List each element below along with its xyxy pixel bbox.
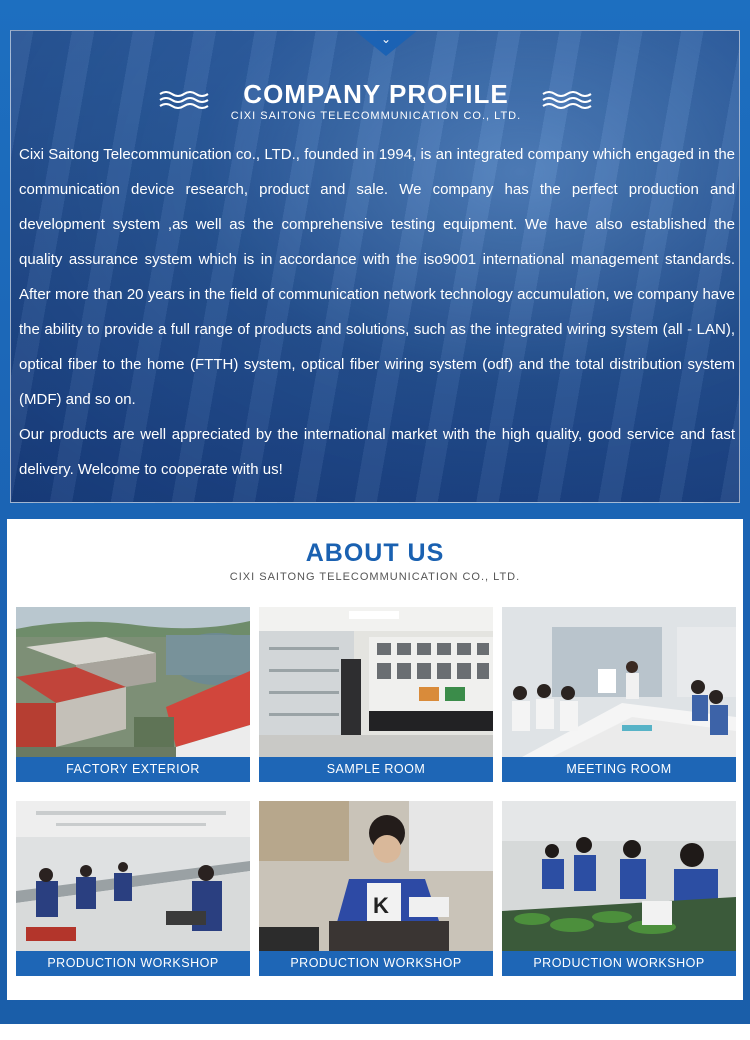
gallery-caption: PRODUCTION WORKSHOP xyxy=(16,951,250,976)
gallery-card-meeting-room xyxy=(502,607,736,782)
gallery-caption: MEETING ROOM xyxy=(502,757,736,782)
company-profile-subtitle: CIXI SAITONG TELECOMMUNICATION CO., LTD. xyxy=(230,110,522,122)
gallery-card-sample-room xyxy=(259,607,493,782)
gallery-card-factory-exterior xyxy=(16,607,250,782)
company-profile-panel xyxy=(10,30,740,503)
svg-text:K: K xyxy=(373,893,389,918)
chevron-down-icon: ⌄ xyxy=(380,32,392,46)
gallery-caption: FACTORY EXTERIOR xyxy=(16,757,250,782)
gallery-card-production-workshop xyxy=(259,801,493,976)
production-workshop-photo xyxy=(259,801,493,951)
factory-exterior-photo xyxy=(16,607,250,757)
gallery-caption: PRODUCTION WORKSHOP xyxy=(259,951,493,976)
company-profile-title: COMPANY PROFILE xyxy=(243,79,509,109)
gallery-caption: SAMPLE ROOM xyxy=(259,757,493,782)
production-workshop-photo xyxy=(16,801,250,951)
about-us-panel xyxy=(7,519,743,1000)
gallery-caption: PRODUCTION WORKSHOP xyxy=(502,951,736,976)
profile-paragraph: Our products are well appreciated by the international market with the high quality, good service and fast delivery. Welcome to cooperate with us! xyxy=(19,426,735,478)
gallery-card-production-workshop xyxy=(502,801,736,976)
profile-paragraph: Cixi Saitong Telecommunication co., LTD., founded in 1994, is an integrated company which engaged in the communication device research, product and sale. We company has the perfect production and development system ,as well as the comprehensive testing equipment. We have also established the quality assurance system which is in accordance with the iso9001 international management standards. After more than 20 years in the field of communication network technology accumulation, we company have the ability to provide a full range of products and solutions, such as the integrated wiring system (all - LAN), optical fiber to the home (FTTH) system, optical fiber wiring system (odf) and the total distribution system (MDF) and so on. xyxy=(19,146,735,408)
company-profile-text xyxy=(19,137,735,487)
about-us-subtitle: CIXI SAITONG TELECOMMUNICATION CO., LTD. xyxy=(229,571,521,583)
production-workshop-photo xyxy=(502,801,736,951)
page-bottom-margin xyxy=(0,1024,750,1040)
meeting-room-photo xyxy=(502,607,736,757)
sample-room-photo xyxy=(259,607,493,757)
about-us-title: ABOUT US xyxy=(305,539,445,567)
gallery-card-production-workshop xyxy=(16,801,250,976)
